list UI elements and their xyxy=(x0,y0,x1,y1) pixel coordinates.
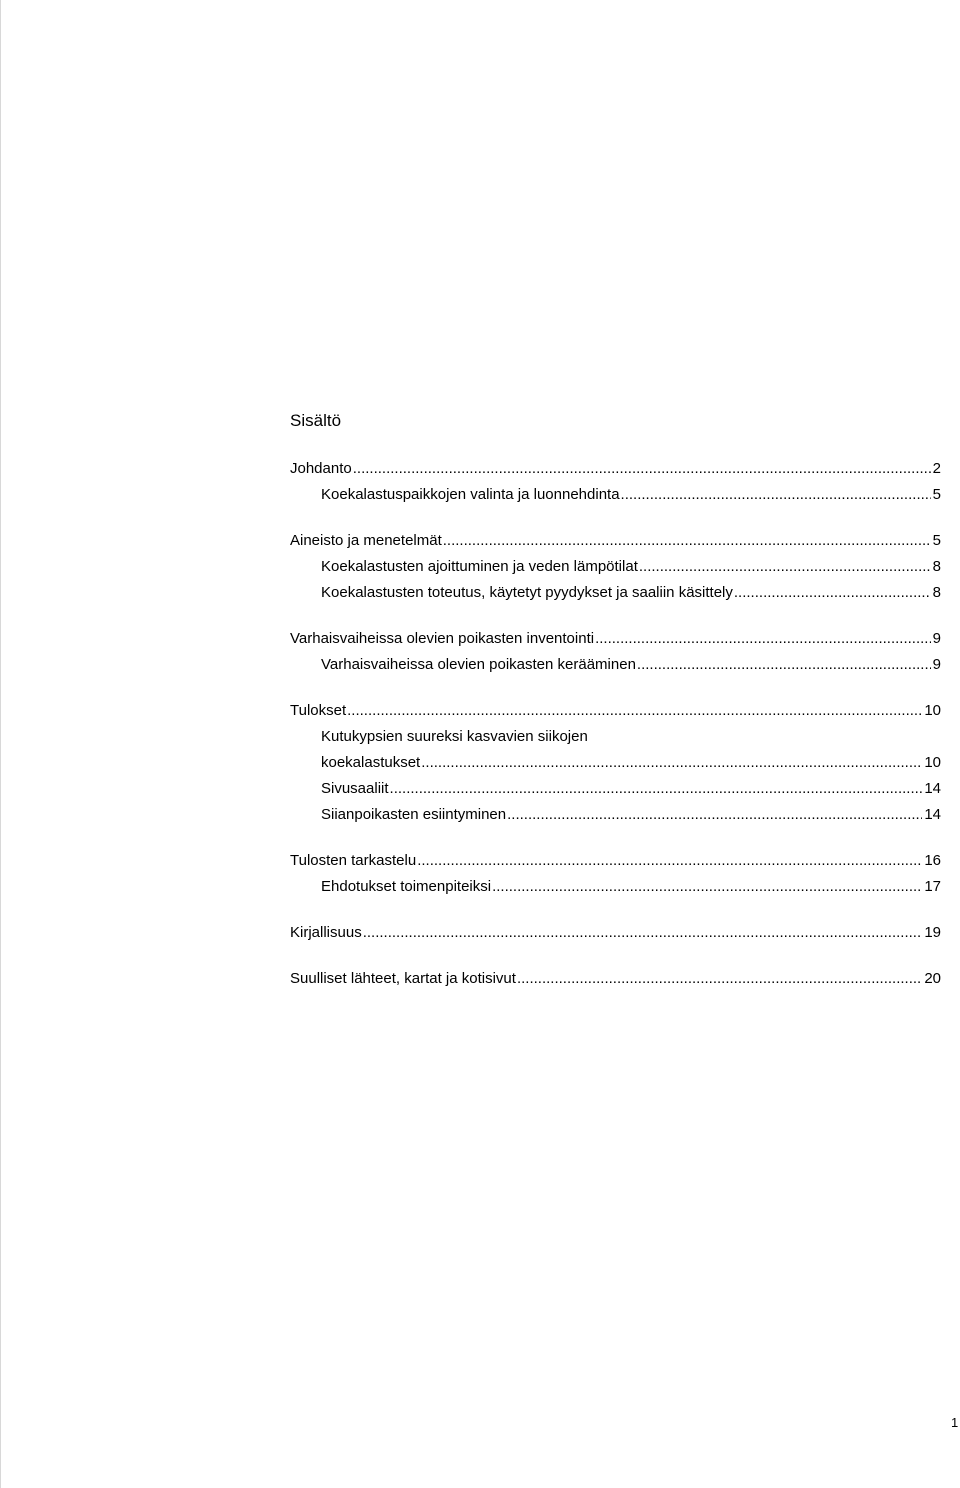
dot-leader xyxy=(421,750,922,776)
dot-leader xyxy=(363,920,923,946)
toc-entry-page: 10 xyxy=(924,754,941,771)
dot-leader xyxy=(347,698,922,724)
dot-leader xyxy=(595,626,931,652)
table-of-contents xyxy=(290,456,941,992)
toc-entry-page: 2 xyxy=(932,460,941,477)
toc-entry-title: Koekalastusten toteutus, käytetyt pyydykset ja saaliin käsittely xyxy=(321,584,733,601)
toc-entry-toteutus[interactable] xyxy=(290,580,941,606)
page-edge xyxy=(0,0,1,1488)
toc-entry-ehdotukset[interactable] xyxy=(290,874,941,900)
toc-entry-title: Siianpoikasten esiintyminen xyxy=(321,806,507,823)
toc-entry-page: 19 xyxy=(924,924,941,941)
toc-entry-page: 9 xyxy=(932,630,941,647)
toc-entry-title: Tulokset xyxy=(290,702,347,719)
toc-entry-siianpoikasten-esiintyminen[interactable] xyxy=(290,802,941,828)
toc-entry-page: 20 xyxy=(924,970,941,987)
dot-leader xyxy=(443,528,931,554)
dot-leader xyxy=(517,966,922,992)
toc-entry-kirjallisuus[interactable] xyxy=(290,920,941,946)
toc-entry-aineisto[interactable] xyxy=(290,528,941,554)
dot-leader xyxy=(734,580,931,606)
dot-leader xyxy=(492,874,922,900)
toc-entry-title: Varhaisvaiheissa olevien poikasten inventointi xyxy=(290,630,595,647)
toc-entry-page: 16 xyxy=(924,852,941,869)
toc-entry-ajoittuminen[interactable] xyxy=(290,554,941,580)
toc-entry-sivusaaliit[interactable] xyxy=(290,776,941,802)
toc-entry-page: 8 xyxy=(932,558,941,575)
toc-entry-page: 14 xyxy=(924,780,941,797)
toc-entry-title: koekalastukset xyxy=(321,754,421,771)
toc-entry-title: Aineisto ja menetelmät xyxy=(290,532,442,549)
toc-entry-johdanto[interactable] xyxy=(290,456,941,482)
dot-leader xyxy=(390,776,923,802)
toc-entry-title: Kutukypsien suureksi kasvavien siikojen xyxy=(321,728,588,745)
toc-entry-inventointi[interactable] xyxy=(290,626,941,652)
toc-entry-page: 5 xyxy=(932,532,941,549)
dot-leader xyxy=(639,554,931,580)
toc-entry-page: 5 xyxy=(932,486,941,503)
toc-entry-title: Kirjallisuus xyxy=(290,924,362,941)
dot-leader xyxy=(507,802,922,828)
toc-entry-page: 8 xyxy=(932,584,941,601)
toc-entry-title: Koekalastusten ajoittuminen ja veden lämpötilat xyxy=(321,558,638,575)
toc-entry-tulokset[interactable] xyxy=(290,698,941,724)
dot-leader xyxy=(637,652,931,678)
toc-entry-page: 10 xyxy=(924,702,941,719)
dot-leader xyxy=(353,456,931,482)
toc-entry-keraaminen[interactable] xyxy=(290,652,941,678)
toc-entry-page: 17 xyxy=(924,878,941,895)
toc-entry-page: 14 xyxy=(924,806,941,823)
toc-heading: Sisältö xyxy=(290,411,342,430)
dot-leader xyxy=(621,482,931,508)
toc-entry-title: Varhaisvaiheissa olevien poikasten kerääminen xyxy=(321,656,636,673)
toc-entry-title: Sivusaaliit xyxy=(321,780,389,797)
toc-entry-title: Suulliset lähteet, kartat ja kotisivut xyxy=(290,970,516,987)
toc-entry-suulliset-lahteet[interactable] xyxy=(290,966,941,992)
toc-entry-title: Koekalastuspaikkojen valinta ja luonnehdinta xyxy=(321,486,620,503)
page-number: 1 xyxy=(951,1415,959,1430)
toc-entry-koekalastukset-line1[interactable] xyxy=(290,724,941,750)
toc-entry-koekalastukset[interactable] xyxy=(290,750,941,776)
toc-entry-tulosten-tarkastelu[interactable] xyxy=(290,848,941,874)
toc-entry-title: Johdanto xyxy=(290,460,352,477)
toc-entry-page: 9 xyxy=(932,656,941,673)
toc-entry-title: Tulosten tarkastelu xyxy=(290,852,417,869)
dot-leader xyxy=(417,848,922,874)
toc-entry-title: Ehdotukset toimenpiteiksi xyxy=(321,878,492,895)
toc-entry-koekalastuspaikkojen-valinta[interactable] xyxy=(290,482,941,508)
